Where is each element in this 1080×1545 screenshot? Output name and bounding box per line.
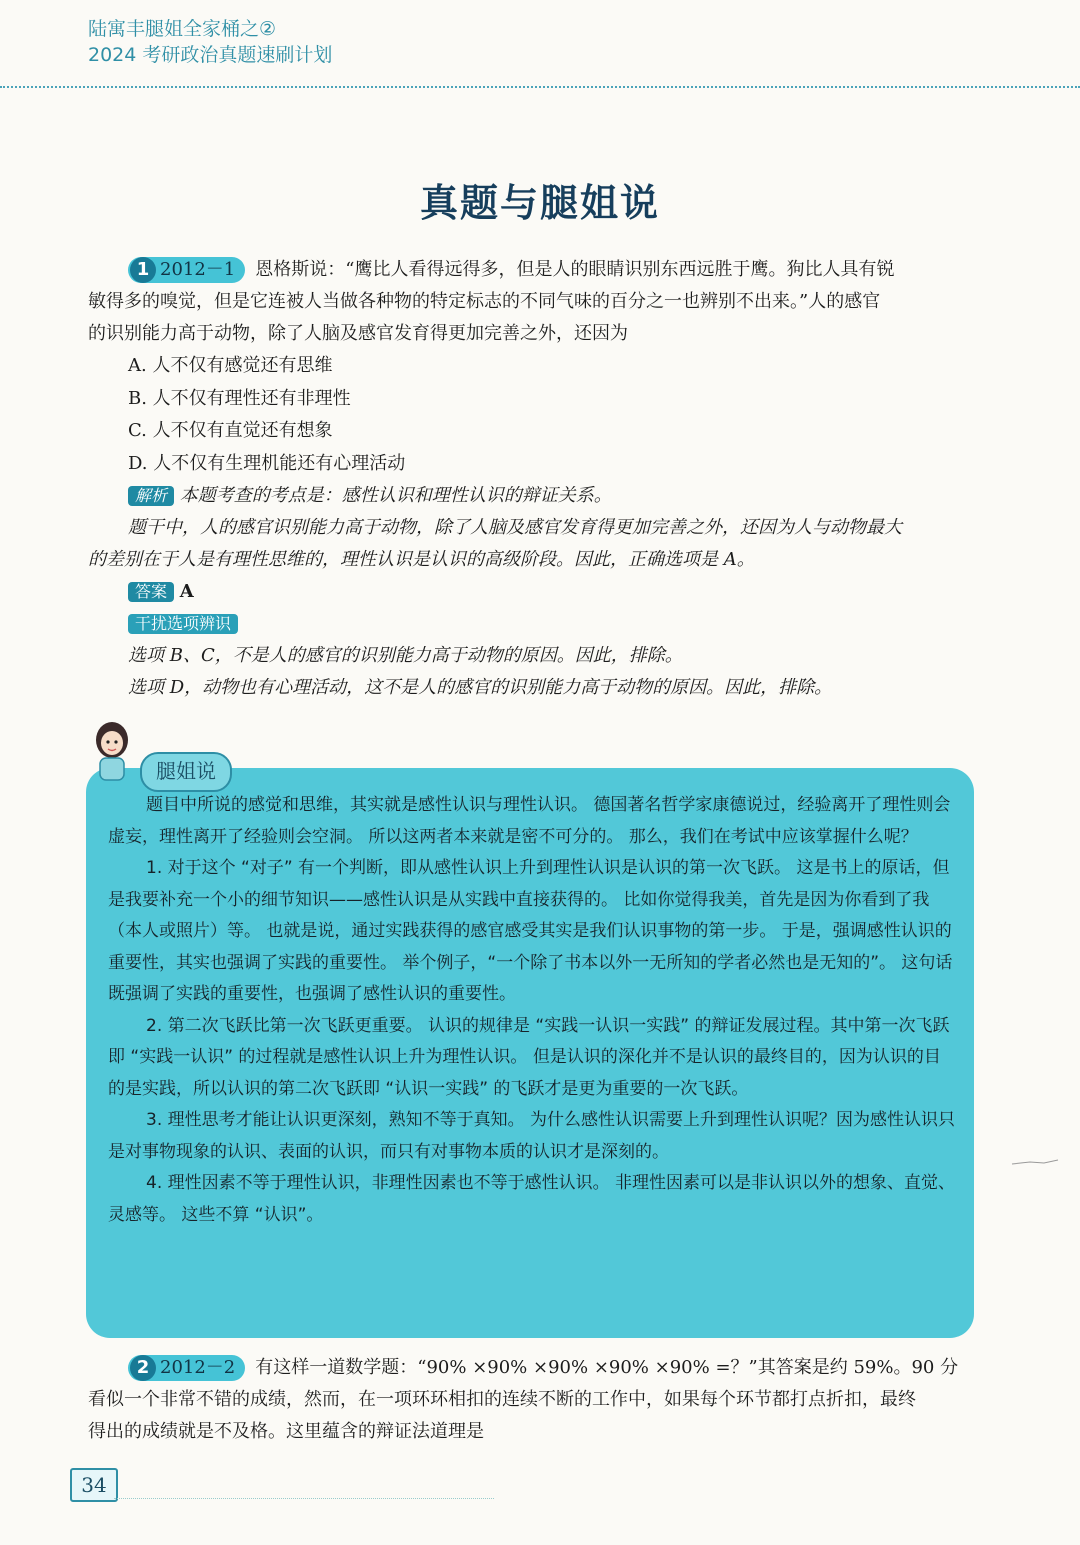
question-stem-line: 的识别能力高于动物，除了人脑及感官发育得更加完善之外，还因为	[88, 323, 628, 344]
distractor-line: 选项 D，动物也有心理活动，这不是人的感官的识别能力高于动物的原因。因此，排除。	[128, 677, 833, 698]
question-year: 2012－2	[160, 1357, 236, 1378]
question-2-label	[128, 1355, 245, 1381]
header-book-title: 2024 考研政治真题速刷计划	[88, 44, 333, 66]
options-list	[128, 350, 980, 480]
page-number: 34	[70, 1468, 118, 1502]
question-stem: 有这样一道数学题：“90% ×90% ×90% ×90% ×90% =？”其答案是约 59%。90 分	[255, 1357, 959, 1378]
question-number-badge: 2	[130, 1355, 156, 1381]
answer-value: A	[179, 581, 194, 602]
answer-tag: 答案	[128, 582, 174, 602]
distractor-tag: 干扰选项辨识	[128, 614, 238, 634]
question-number-badge: 1	[130, 257, 156, 283]
girl-avatar-icon	[86, 718, 138, 782]
option-c: C. 人不仅有直觉还有想象	[128, 420, 333, 441]
question-stem-line: 看似一个非常不错的成绩，然而，在一项环环相扣的连续不断的工作中，如果每个环节都打点折扣，最终	[88, 1389, 916, 1410]
question-1-label	[128, 257, 245, 283]
analysis-body: 题干中，人的感官识别能力高于动物，除了人脑及感官发育得更加完善之外，还因为人与动物最大	[128, 517, 902, 538]
footer-rule	[114, 1498, 494, 1499]
analysis-body: 的差别在于人是有理性思维的，理性认识是认识的高级阶段。因此，正确选项是 A。	[88, 549, 755, 570]
commentary-paragraph: 1. 对于这个 “对子” 有一个判断，即从感性认识上升到理性认识是认识的第一次飞跃。 这是书上的原话，但是我要补充一个小的细节知识——感性认识是从实践中直接获得的。 比如你觉得我美，首先是因为你看到了我（本人或照片）等。 也就是说，通过实践获得的感官感受其实是我们认识事物的第一步。 于是，强调感性认识的重要性，其实也强调了实践的重要性。 举个例子，“一个除了书本以外一无所知的学者必然也是无知的”。 这句话既强调了实践的重要性，也强调了感性认识的重要性。	[108, 858, 953, 1004]
page-title: 真题与腿姐说	[419, 181, 660, 225]
question-year: 2012－1	[160, 259, 236, 280]
commentary-paragraph: 4. 理性因素不等于理性认识，非理性因素也不等于感性认识。 非理性因素可以是非认识以外的想象、直觉、灵感等。 这些不算 “认识”。	[108, 1173, 956, 1225]
question-2	[88, 1352, 980, 1448]
question-stem-line: 敏得多的嗅觉，但是它连被人当做各种物的特定标志的不同气味的百分之一也辨别不出来。”人的感官	[88, 291, 881, 312]
question-1	[88, 254, 980, 704]
stray-mark-icon	[1010, 1156, 1060, 1168]
header-divider	[0, 86, 1080, 88]
commentary-paragraph: 2. 第二次飞跃比第一次飞跃更重要。 认识的规律是 “实践一认识一实践” 的辩证发展过程。其中第一次飞跃即 “实践一认识” 的过程就是感性认识上升为理性认识。 但是认识的深化并不是认识的最终目的，因为认识的目的是实践，所以认识的第二次飞跃即 “认识一实践” 的飞跃才是更为重要的一次飞跃。	[108, 1015, 950, 1099]
question-stem: 恩格斯说：“鹰比人看得远得多，但是人的眼睛识别东西远胜于鹰。狗比人具有锐	[255, 259, 895, 280]
commentary-text	[108, 790, 956, 1231]
commentary-paragraph: 题目中所说的感觉和思维，其实就是感性认识与理性认识。 德国著名哲学家康德说过，经验离开了理性则会虚妄，理性离开了经验则会空洞。 所以这两者本来就是密不可分的。 那么，我们在考试中应该掌握什么呢？	[108, 795, 951, 847]
question-stem-line: 得出的成绩就是不及格。这里蕴含的辩证法道理是	[88, 1421, 484, 1442]
running-header	[88, 16, 332, 68]
analysis-tag: 解析	[128, 486, 174, 506]
option-b: B. 人不仅有理性还有非理性	[128, 387, 351, 409]
commentary-badge: 腿姐说	[140, 752, 232, 792]
commentary-paragraph: 3. 理性思考才能让认识更深刻，熟知不等于真知。 为什么感性认识需要上升到理性认识呢？因为感性认识只是对事物现象的认识、表面的认识，而只有对事物本质的认识才是深刻的。	[108, 1110, 956, 1162]
analysis-head: 本题考查的考点是：感性认识和理性认识的辩证关系。	[179, 485, 612, 506]
header-series: 陆寓丰腿姐全家桶之②	[88, 18, 277, 40]
option-a: A. 人不仅有感觉还有思维	[128, 355, 333, 376]
option-d: D. 人不仅有生理机能还有心理活动	[128, 452, 406, 474]
distractor-line: 选项 B、C，不是人的感官的识别能力高于动物的原因。因此，排除。	[128, 645, 683, 666]
